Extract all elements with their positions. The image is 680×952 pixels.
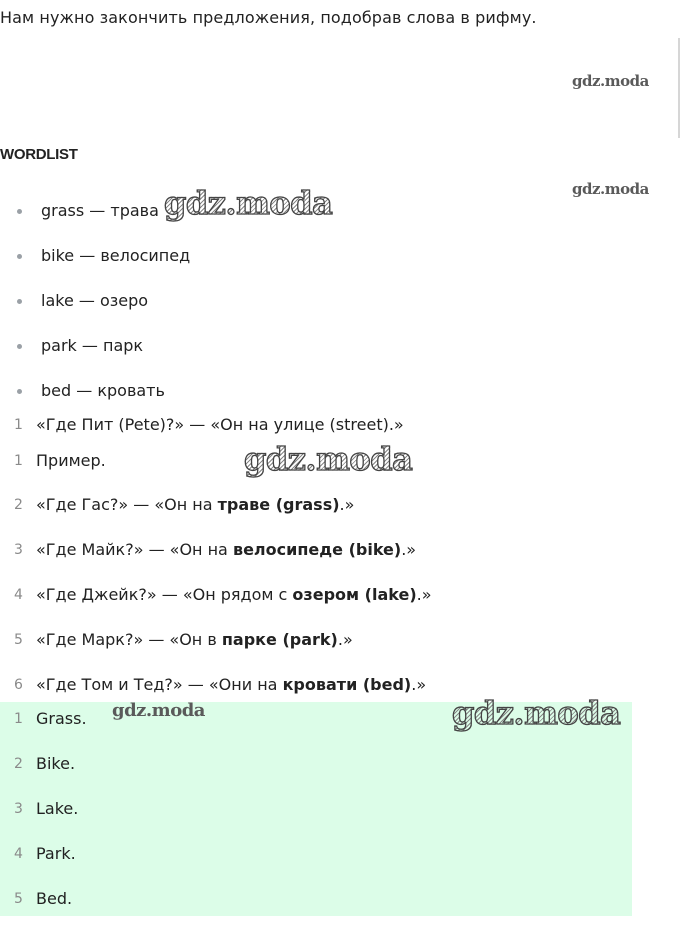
line-number: 1 [14, 453, 23, 469]
line-number: 4 [14, 587, 23, 603]
list-item [0, 196, 190, 241]
sentence-text: «Где Пит (Pete)?» — «Он на улице (street).» [36, 415, 404, 434]
answer-text: Bed. [36, 889, 73, 908]
list-item [0, 331, 190, 376]
list-item [0, 286, 190, 331]
answer-text: Park. [36, 844, 76, 863]
word-entry: grass — трава [41, 201, 159, 220]
line-number: 4 [14, 846, 23, 862]
line-number: 1 [14, 711, 23, 727]
watermark: gdz.moda [572, 180, 649, 198]
line-number: 3 [14, 542, 23, 558]
answer-text: Bike. [36, 754, 76, 773]
bullet-icon [17, 254, 22, 259]
watermark: gdz.moda [112, 700, 205, 721]
answer-box [0, 702, 632, 916]
word-entry: bed — кровать [41, 381, 165, 400]
sentence-text: «Где Гас?» — «Он на траве (grass).» [36, 495, 355, 514]
sentence-text: «Где Джейк?» — «Он рядом с озером (lake).» [36, 585, 432, 604]
line-number: 5 [14, 632, 23, 648]
watermark: gdz.moda [452, 694, 621, 732]
line-number: 2 [14, 756, 23, 772]
answer-text: Grass. [36, 709, 87, 728]
bullet-icon [17, 344, 22, 349]
word-entry: bike — велосипед [41, 246, 191, 265]
word-entry: lake — озеро [41, 291, 149, 310]
bullet-icon [17, 209, 22, 214]
wordlist [0, 196, 190, 421]
line-number: 3 [14, 801, 23, 817]
sentence-text: «Где Марк?» — «Он в парке (park).» [36, 630, 353, 649]
bullet-icon [17, 389, 22, 394]
intro-text: Нам нужно закончить предложения, подобрав слова в рифму. [0, 8, 537, 27]
label-text: Пример. [36, 451, 106, 470]
wordlist-heading: WORDLIST [0, 146, 78, 163]
line-number: 2 [14, 497, 23, 513]
watermark: gdz.moda [164, 184, 333, 222]
sentence-text: «Где Том и Тед?» — «Они на кровати (bed).» [36, 675, 427, 694]
watermark: gdz.moda [244, 440, 413, 478]
sentence-text: «Где Майк?» — «Он на велосипеде (bike).» [36, 540, 417, 559]
line-number: 6 [14, 677, 23, 693]
line-number: 1 [14, 417, 23, 433]
word-entry: park — парк [41, 336, 144, 355]
line-number: 5 [14, 891, 23, 907]
watermark: gdz.moda [572, 72, 649, 90]
answer-text: Lake. [36, 799, 79, 818]
bullet-icon [17, 299, 22, 304]
list-item [0, 241, 190, 286]
